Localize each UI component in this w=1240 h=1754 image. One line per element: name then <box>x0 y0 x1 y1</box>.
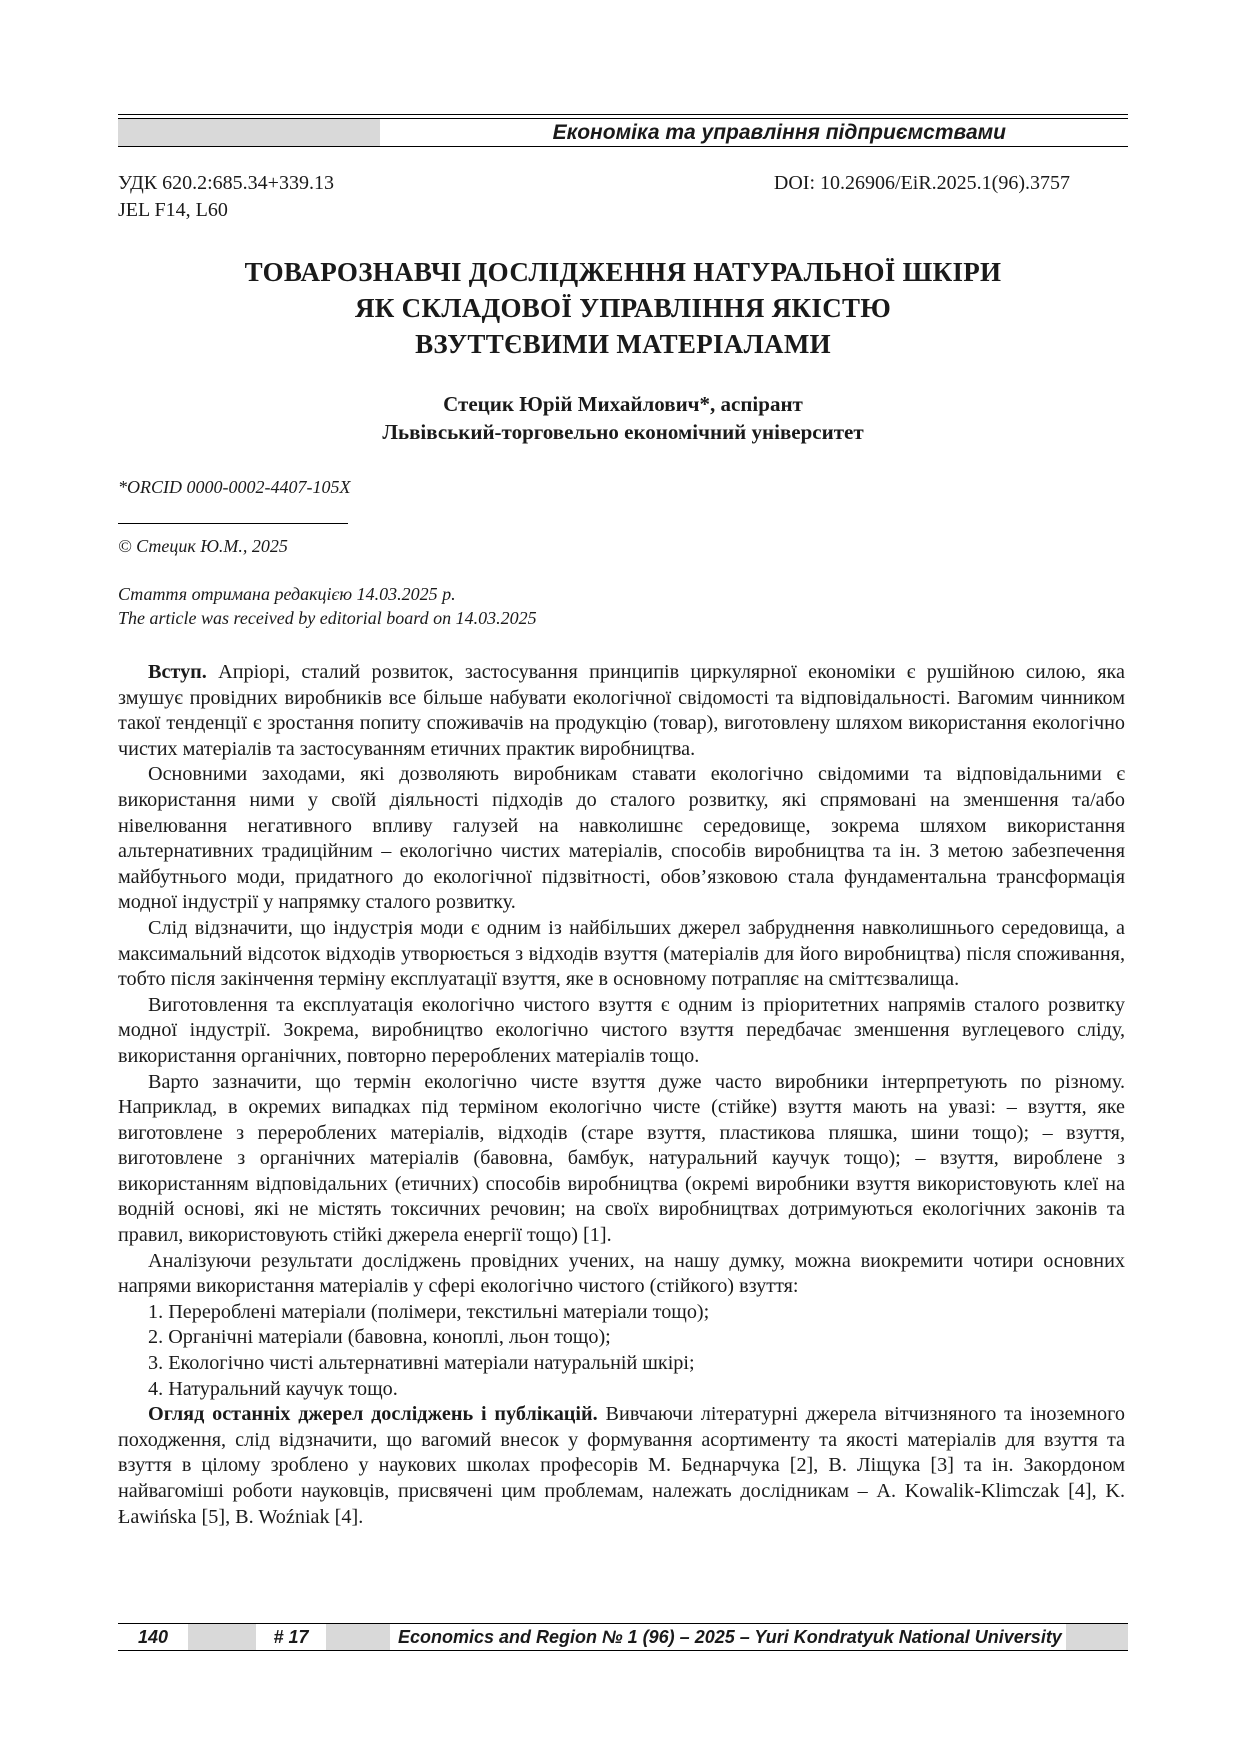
journal-name: Economics and Region № 1 (96) – 2025 – Yuri Kondratyuk National University <box>398 1626 1062 1647</box>
title-line: ТОВАРОЗНАВЧІ ДОСЛІДЖЕННЯ НАТУРАЛЬНОЇ ШКІРИ <box>244 257 1002 287</box>
author-block <box>118 390 1128 446</box>
paragraph: Аналізуючи результати досліджень провідних учених, на нашу думку, можна виокремити чотири основних напрями використання матеріалів у сфері екологічно чистого (стійкого) взуття: <box>118 1249 1125 1298</box>
footnote-divider <box>118 523 348 524</box>
paragraph: Слід відзначити, що індустрія моди є одним із найбільших джерел забруднення навколишнього середовища, а максимальний відсоток відходів утворюється з відходів взуття (матеріалів для його виробництва) після споживання, тобто після закінчення терміну експлуатації взуття, яке в основному потрапляє на сміттєзвалища. <box>118 916 1125 991</box>
header-rule <box>118 114 1128 115</box>
title-line: ЯК СКЛАДОВОЇ УПРАВЛІННЯ ЯКІСТЮ <box>354 293 892 323</box>
paragraph: Огляд останніх джерел досліджень і публікацій. Вивчаючи літературні джерела вітчизняного та іноземного походження, слід відзначити, що вагомий внесок у формування асортименту та якості матеріалів для взуття та взуття в цілому зроблено у наукових школах професорів М. Беднарчука [2], В. Ліщука [3] та ін. Закордоном найвагоміші роботи науковців, присвячені цим проблемам, належать дослідникам – A. Kowalik-Klimczak [4], K. Ławińska [5], B. Woźniak [4]. <box>118 1403 1125 1528</box>
received-en: The article was received by editorial board on 14.03.2025 <box>118 608 537 628</box>
list-item: 2. Органічні матеріали (бавовна, коноплі, льон тощо); <box>148 1326 611 1349</box>
list-item: 1. Перероблені матеріали (полімери, текстильні матеріали тощо); <box>148 1300 710 1323</box>
doi: DOI: 10.26906/EiR.2025.1(96).3757 <box>773 172 1070 194</box>
section-label: Вступ. <box>148 661 207 683</box>
paragraph: Виготовлення та експлуатація екологічно чистого взуття є одним із пріоритетних напрямів сталого розвитку модної індустрії. Зокрема, виробництво екологічно чистого взуття передбачає зменшення вуглецевого сліду, використання органічних, повторно перероблених матеріалів тощо. <box>118 993 1125 1067</box>
header-rule <box>118 146 1128 147</box>
issue-number: # 17 <box>273 1626 309 1647</box>
author-affiliation: Львівський-торговельно економічний університет <box>382 420 864 444</box>
list-item: 3. Екологічно чисті альтернативні матеріали натуральній шкірі; <box>148 1352 695 1375</box>
page-number: 140 <box>137 1626 169 1647</box>
article-body <box>118 660 1125 1530</box>
received-date <box>118 582 537 630</box>
footer-rule <box>118 1650 1128 1651</box>
jel-code: JEL F14, L60 <box>118 199 228 221</box>
footer-grey-block <box>188 1624 256 1650</box>
article-metadata <box>118 170 1070 224</box>
orcid: *ORCID 0000-0002-4407-105X <box>118 477 351 497</box>
journal-section-title: Економіка та управління підприємствами <box>552 121 1006 144</box>
article-title <box>118 254 1128 362</box>
header-bar <box>118 119 1128 146</box>
running-footer <box>118 1623 1128 1651</box>
copyright: © Стецик Ю.М., 2025 <box>118 536 288 556</box>
paragraph: Вступ. Апріорі, сталий розвиток, застосування принципів циркулярної економіки є рушійною силою, яка змушує провідних виробників все більше набувати екологічної свідомості та відповідальності. Вагомим чинником такої тенденції є зростання попиту споживачів на продукцію (товар), виготовлену шляхом використання екологічно чистих матеріалів та застосуванням етичних практик виробництва. <box>118 661 1125 760</box>
paragraph: Основними заходами, які дозволяють виробникам ставати екологічно свідомими та відповідальними є використання ними у своїй діяльності підходів до сталого розвитку, які спрямовані на зменшення та/або нівелювання негативного впливу галузей на навколишнє середовище, зокрема шляхом використання альтернативних традиційним – екологічно чистих матеріалів, способів виробництва та ін. З метою забезпечення майбутнього моди, придатного до екологічної підзвітності, обов’язковою стала фундаментальна трансформація модної індустрії у напрямку сталого розвитку. <box>118 763 1125 914</box>
udc-code: УДК 620.2:685.34+339.13 <box>118 172 334 194</box>
list-item: 4. Натуральний каучук тощо. <box>148 1377 398 1400</box>
running-header <box>118 114 1128 147</box>
footer-bar <box>118 1624 1128 1650</box>
footer-grey-block <box>326 1624 390 1650</box>
author-name: Стецик Юрій Михайлович*, аспірант <box>443 392 803 416</box>
received-uk: Стаття отримана редакцією 14.03.2025 р. <box>118 584 456 604</box>
header-grey-block <box>118 119 380 146</box>
footer-grey-block <box>1066 1624 1128 1650</box>
paragraph: Варто зазначити, що термін екологічно чисте взуття дуже часто виробники інтерпретують по різному. Наприклад, в окремих випадках під терміном екологічно чисте (стійке) взуття мають на увазі: – взуття, яке виготовлене з перероблених матеріалів, відходів (старе взуття, пластикова пляшка, шини тощо); – взуття, виготовлене з органічних матеріалів (бавовна, бамбук, натуральний каучук тощо); – взуття, вироблене з використанням відповідальних (етичних) способів виробництва (окремі виробники взуття використовують клеї на водній основі, які не містять токсичних речовин; на своїх виробництвах дотримуються екологічних законів та правил, використовують стійкі джерела енергії тощо) [1]. <box>118 1070 1125 1247</box>
title-line: ВЗУТТЄВИМИ МАТЕРІАЛАМИ <box>415 329 831 359</box>
section-label: Огляд останніх джерел досліджень і публікацій. <box>148 1403 598 1426</box>
